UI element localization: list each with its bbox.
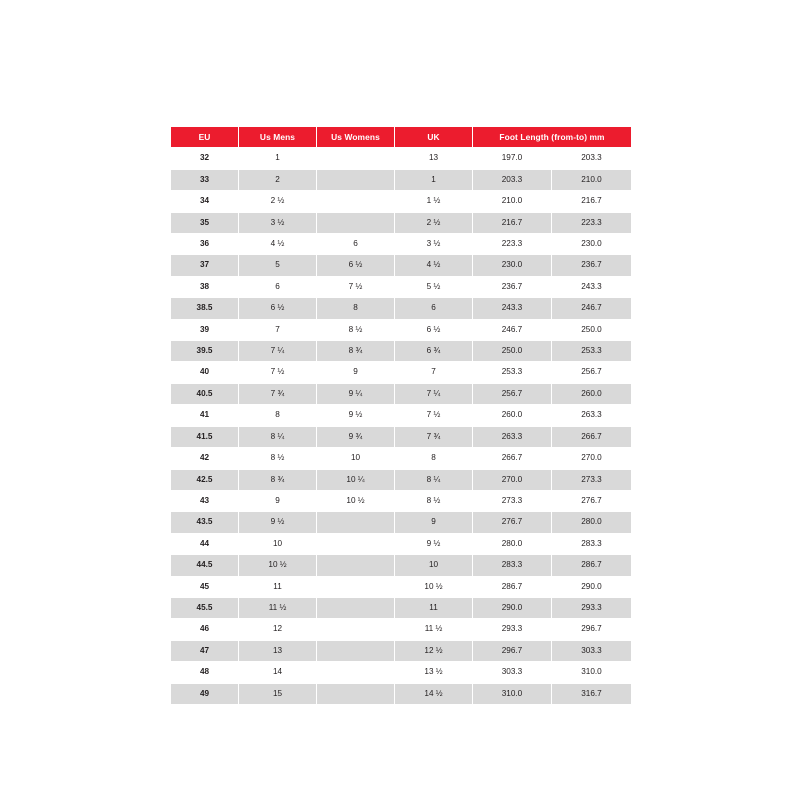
cell-us-mens: 2 (239, 169, 317, 190)
cell-uk: 8 (395, 448, 473, 469)
cell-uk: 4 ½ (395, 255, 473, 276)
cell-uk: 1 (395, 169, 473, 190)
cell-eu: 42 (171, 448, 239, 469)
cell-us-mens: 10 ½ (239, 555, 317, 576)
cell-us-mens: 13 (239, 640, 317, 661)
cell-uk: 7 ½ (395, 405, 473, 426)
cell-us-mens: 8 ¾ (239, 469, 317, 490)
cell-us-womens (317, 576, 395, 597)
cell-us-mens: 7 ½ (239, 362, 317, 383)
cell-us-mens: 9 ½ (239, 512, 317, 533)
cell-eu: 36 (171, 234, 239, 255)
cell-us-mens: 2 ½ (239, 191, 317, 212)
cell-uk: 14 ½ (395, 683, 473, 704)
cell-us-womens (317, 662, 395, 683)
cell-uk: 11 ½ (395, 619, 473, 640)
cell-eu: 33 (171, 169, 239, 190)
cell-eu: 38 (171, 276, 239, 297)
cell-foot-length-from: 293.3 (473, 619, 552, 640)
column-header-eu: EU (171, 127, 239, 148)
cell-foot-length-to: 230.0 (552, 234, 632, 255)
cell-uk: 7 (395, 362, 473, 383)
table-row (171, 255, 632, 276)
table-row (171, 490, 632, 511)
cell-us-mens: 7 ¾ (239, 383, 317, 404)
cell-foot-length-from: 310.0 (473, 683, 552, 704)
cell-us-womens: 8 (317, 298, 395, 319)
cell-eu: 39.5 (171, 341, 239, 362)
table-row (171, 319, 632, 340)
cell-foot-length-to: 293.3 (552, 597, 632, 618)
table-row (171, 362, 632, 383)
cell-uk: 6 (395, 298, 473, 319)
cell-us-womens (317, 640, 395, 661)
cell-uk: 5 ½ (395, 276, 473, 297)
cell-us-womens: 6 (317, 234, 395, 255)
cell-eu: 44 (171, 533, 239, 554)
cell-uk: 8 ¼ (395, 469, 473, 490)
cell-eu: 37 (171, 255, 239, 276)
cell-us-womens (317, 533, 395, 554)
cell-us-mens: 11 ½ (239, 597, 317, 618)
cell-foot-length-to: 290.0 (552, 576, 632, 597)
cell-us-mens: 5 (239, 255, 317, 276)
cell-us-mens: 7 ¼ (239, 341, 317, 362)
cell-foot-length-from: 283.3 (473, 555, 552, 576)
cell-us-womens (317, 169, 395, 190)
cell-foot-length-to: 280.0 (552, 512, 632, 533)
cell-foot-length-to: 303.3 (552, 640, 632, 661)
cell-foot-length-from: 216.7 (473, 212, 552, 233)
cell-foot-length-from: 273.3 (473, 490, 552, 511)
cell-us-mens: 6 (239, 276, 317, 297)
table-row (171, 576, 632, 597)
cell-uk: 10 (395, 555, 473, 576)
cell-us-mens: 8 ¼ (239, 426, 317, 447)
cell-us-mens: 3 ½ (239, 212, 317, 233)
cell-uk: 1 ½ (395, 191, 473, 212)
cell-foot-length-to: 210.0 (552, 169, 632, 190)
cell-eu: 39 (171, 319, 239, 340)
table-row (171, 341, 632, 362)
cell-us-mens: 7 (239, 319, 317, 340)
cell-uk: 2 ½ (395, 212, 473, 233)
cell-us-womens (317, 148, 395, 169)
cell-eu: 40.5 (171, 383, 239, 404)
cell-us-mens: 11 (239, 576, 317, 597)
table-row (171, 426, 632, 447)
table-row (171, 469, 632, 490)
cell-foot-length-to: 236.7 (552, 255, 632, 276)
column-header-us-womens: Us Womens (317, 127, 395, 148)
table-row (171, 512, 632, 533)
cell-foot-length-to: 296.7 (552, 619, 632, 640)
cell-foot-length-from: 230.0 (473, 255, 552, 276)
cell-foot-length-from: 290.0 (473, 597, 552, 618)
cell-foot-length-from: 243.3 (473, 298, 552, 319)
cell-foot-length-from: 210.0 (473, 191, 552, 212)
cell-foot-length-from: 253.3 (473, 362, 552, 383)
shoe-size-conversion-table (170, 126, 632, 705)
table-row (171, 191, 632, 212)
cell-eu: 44.5 (171, 555, 239, 576)
table-body (171, 148, 632, 705)
cell-eu: 45.5 (171, 597, 239, 618)
table-row (171, 276, 632, 297)
cell-us-mens: 4 ½ (239, 234, 317, 255)
cell-eu: 34 (171, 191, 239, 212)
cell-us-mens: 14 (239, 662, 317, 683)
column-header-foot-length: Foot Length (from-to) mm (473, 127, 632, 148)
table-row (171, 662, 632, 683)
table-header-row (171, 127, 632, 148)
cell-uk: 6 ¾ (395, 341, 473, 362)
cell-foot-length-from: 276.7 (473, 512, 552, 533)
cell-eu: 32 (171, 148, 239, 169)
cell-us-womens (317, 212, 395, 233)
cell-foot-length-to: 316.7 (552, 683, 632, 704)
cell-uk: 9 (395, 512, 473, 533)
cell-foot-length-from: 270.0 (473, 469, 552, 490)
cell-us-womens (317, 597, 395, 618)
table-row (171, 597, 632, 618)
cell-us-mens: 15 (239, 683, 317, 704)
cell-uk: 13 (395, 148, 473, 169)
cell-eu: 48 (171, 662, 239, 683)
table-row (171, 448, 632, 469)
cell-us-mens: 1 (239, 148, 317, 169)
cell-foot-length-to: 266.7 (552, 426, 632, 447)
table-row (171, 533, 632, 554)
cell-eu: 41 (171, 405, 239, 426)
cell-eu: 49 (171, 683, 239, 704)
cell-uk: 7 ¼ (395, 383, 473, 404)
cell-uk: 6 ½ (395, 319, 473, 340)
table-row (171, 405, 632, 426)
cell-us-womens: 9 ¼ (317, 383, 395, 404)
cell-us-mens: 10 (239, 533, 317, 554)
cell-foot-length-from: 256.7 (473, 383, 552, 404)
cell-us-mens: 6 ½ (239, 298, 317, 319)
cell-eu: 43.5 (171, 512, 239, 533)
table-row (171, 683, 632, 704)
cell-foot-length-to: 246.7 (552, 298, 632, 319)
cell-us-womens: 8 ¾ (317, 341, 395, 362)
cell-foot-length-from: 266.7 (473, 448, 552, 469)
cell-foot-length-to: 250.0 (552, 319, 632, 340)
cell-us-womens: 10 (317, 448, 395, 469)
cell-foot-length-to: 286.7 (552, 555, 632, 576)
table-row (171, 640, 632, 661)
table-row (171, 234, 632, 255)
cell-foot-length-from: 303.3 (473, 662, 552, 683)
cell-foot-length-from: 286.7 (473, 576, 552, 597)
cell-us-womens: 10 ½ (317, 490, 395, 511)
cell-us-womens: 8 ½ (317, 319, 395, 340)
cell-us-womens: 7 ½ (317, 276, 395, 297)
table-row (171, 169, 632, 190)
cell-foot-length-from: 250.0 (473, 341, 552, 362)
table-row (171, 383, 632, 404)
cell-foot-length-to: 260.0 (552, 383, 632, 404)
cell-uk: 12 ½ (395, 640, 473, 661)
cell-us-womens (317, 619, 395, 640)
cell-us-womens: 9 ¾ (317, 426, 395, 447)
cell-eu: 45 (171, 576, 239, 597)
cell-us-womens (317, 555, 395, 576)
cell-foot-length-from: 280.0 (473, 533, 552, 554)
cell-us-womens: 6 ½ (317, 255, 395, 276)
cell-foot-length-to: 223.3 (552, 212, 632, 233)
cell-us-mens: 8 ½ (239, 448, 317, 469)
cell-foot-length-to: 256.7 (552, 362, 632, 383)
cell-uk: 7 ¾ (395, 426, 473, 447)
cell-uk: 10 ½ (395, 576, 473, 597)
cell-eu: 43 (171, 490, 239, 511)
column-header-us-mens: Us Mens (239, 127, 317, 148)
cell-uk: 3 ½ (395, 234, 473, 255)
cell-uk: 9 ½ (395, 533, 473, 554)
cell-foot-length-to: 216.7 (552, 191, 632, 212)
table-row (171, 619, 632, 640)
cell-us-womens: 9 (317, 362, 395, 383)
cell-us-mens: 12 (239, 619, 317, 640)
cell-eu: 41.5 (171, 426, 239, 447)
column-header-uk: UK (395, 127, 473, 148)
cell-foot-length-to: 276.7 (552, 490, 632, 511)
cell-us-mens: 8 (239, 405, 317, 426)
cell-us-womens: 9 ½ (317, 405, 395, 426)
cell-foot-length-from: 223.3 (473, 234, 552, 255)
cell-us-mens: 9 (239, 490, 317, 511)
cell-foot-length-to: 263.3 (552, 405, 632, 426)
cell-eu: 35 (171, 212, 239, 233)
cell-foot-length-to: 253.3 (552, 341, 632, 362)
cell-uk: 8 ½ (395, 490, 473, 511)
cell-foot-length-to: 273.3 (552, 469, 632, 490)
table-row (171, 148, 632, 169)
table-row (171, 555, 632, 576)
table-header (171, 127, 632, 148)
cell-us-womens: 10 ¼ (317, 469, 395, 490)
cell-foot-length-to: 310.0 (552, 662, 632, 683)
cell-foot-length-from: 236.7 (473, 276, 552, 297)
cell-foot-length-to: 270.0 (552, 448, 632, 469)
cell-foot-length-from: 246.7 (473, 319, 552, 340)
cell-foot-length-from: 296.7 (473, 640, 552, 661)
cell-foot-length-to: 243.3 (552, 276, 632, 297)
size-chart-container (170, 126, 631, 705)
cell-eu: 40 (171, 362, 239, 383)
cell-eu: 38.5 (171, 298, 239, 319)
table-row (171, 298, 632, 319)
cell-eu: 47 (171, 640, 239, 661)
cell-foot-length-from: 263.3 (473, 426, 552, 447)
cell-foot-length-from: 197.0 (473, 148, 552, 169)
cell-foot-length-from: 260.0 (473, 405, 552, 426)
cell-foot-length-to: 203.3 (552, 148, 632, 169)
cell-us-womens (317, 191, 395, 212)
cell-eu: 42.5 (171, 469, 239, 490)
cell-eu: 46 (171, 619, 239, 640)
cell-uk: 13 ½ (395, 662, 473, 683)
cell-uk: 11 (395, 597, 473, 618)
table-row (171, 212, 632, 233)
cell-us-womens (317, 512, 395, 533)
cell-foot-length-from: 203.3 (473, 169, 552, 190)
cell-us-womens (317, 683, 395, 704)
cell-foot-length-to: 283.3 (552, 533, 632, 554)
